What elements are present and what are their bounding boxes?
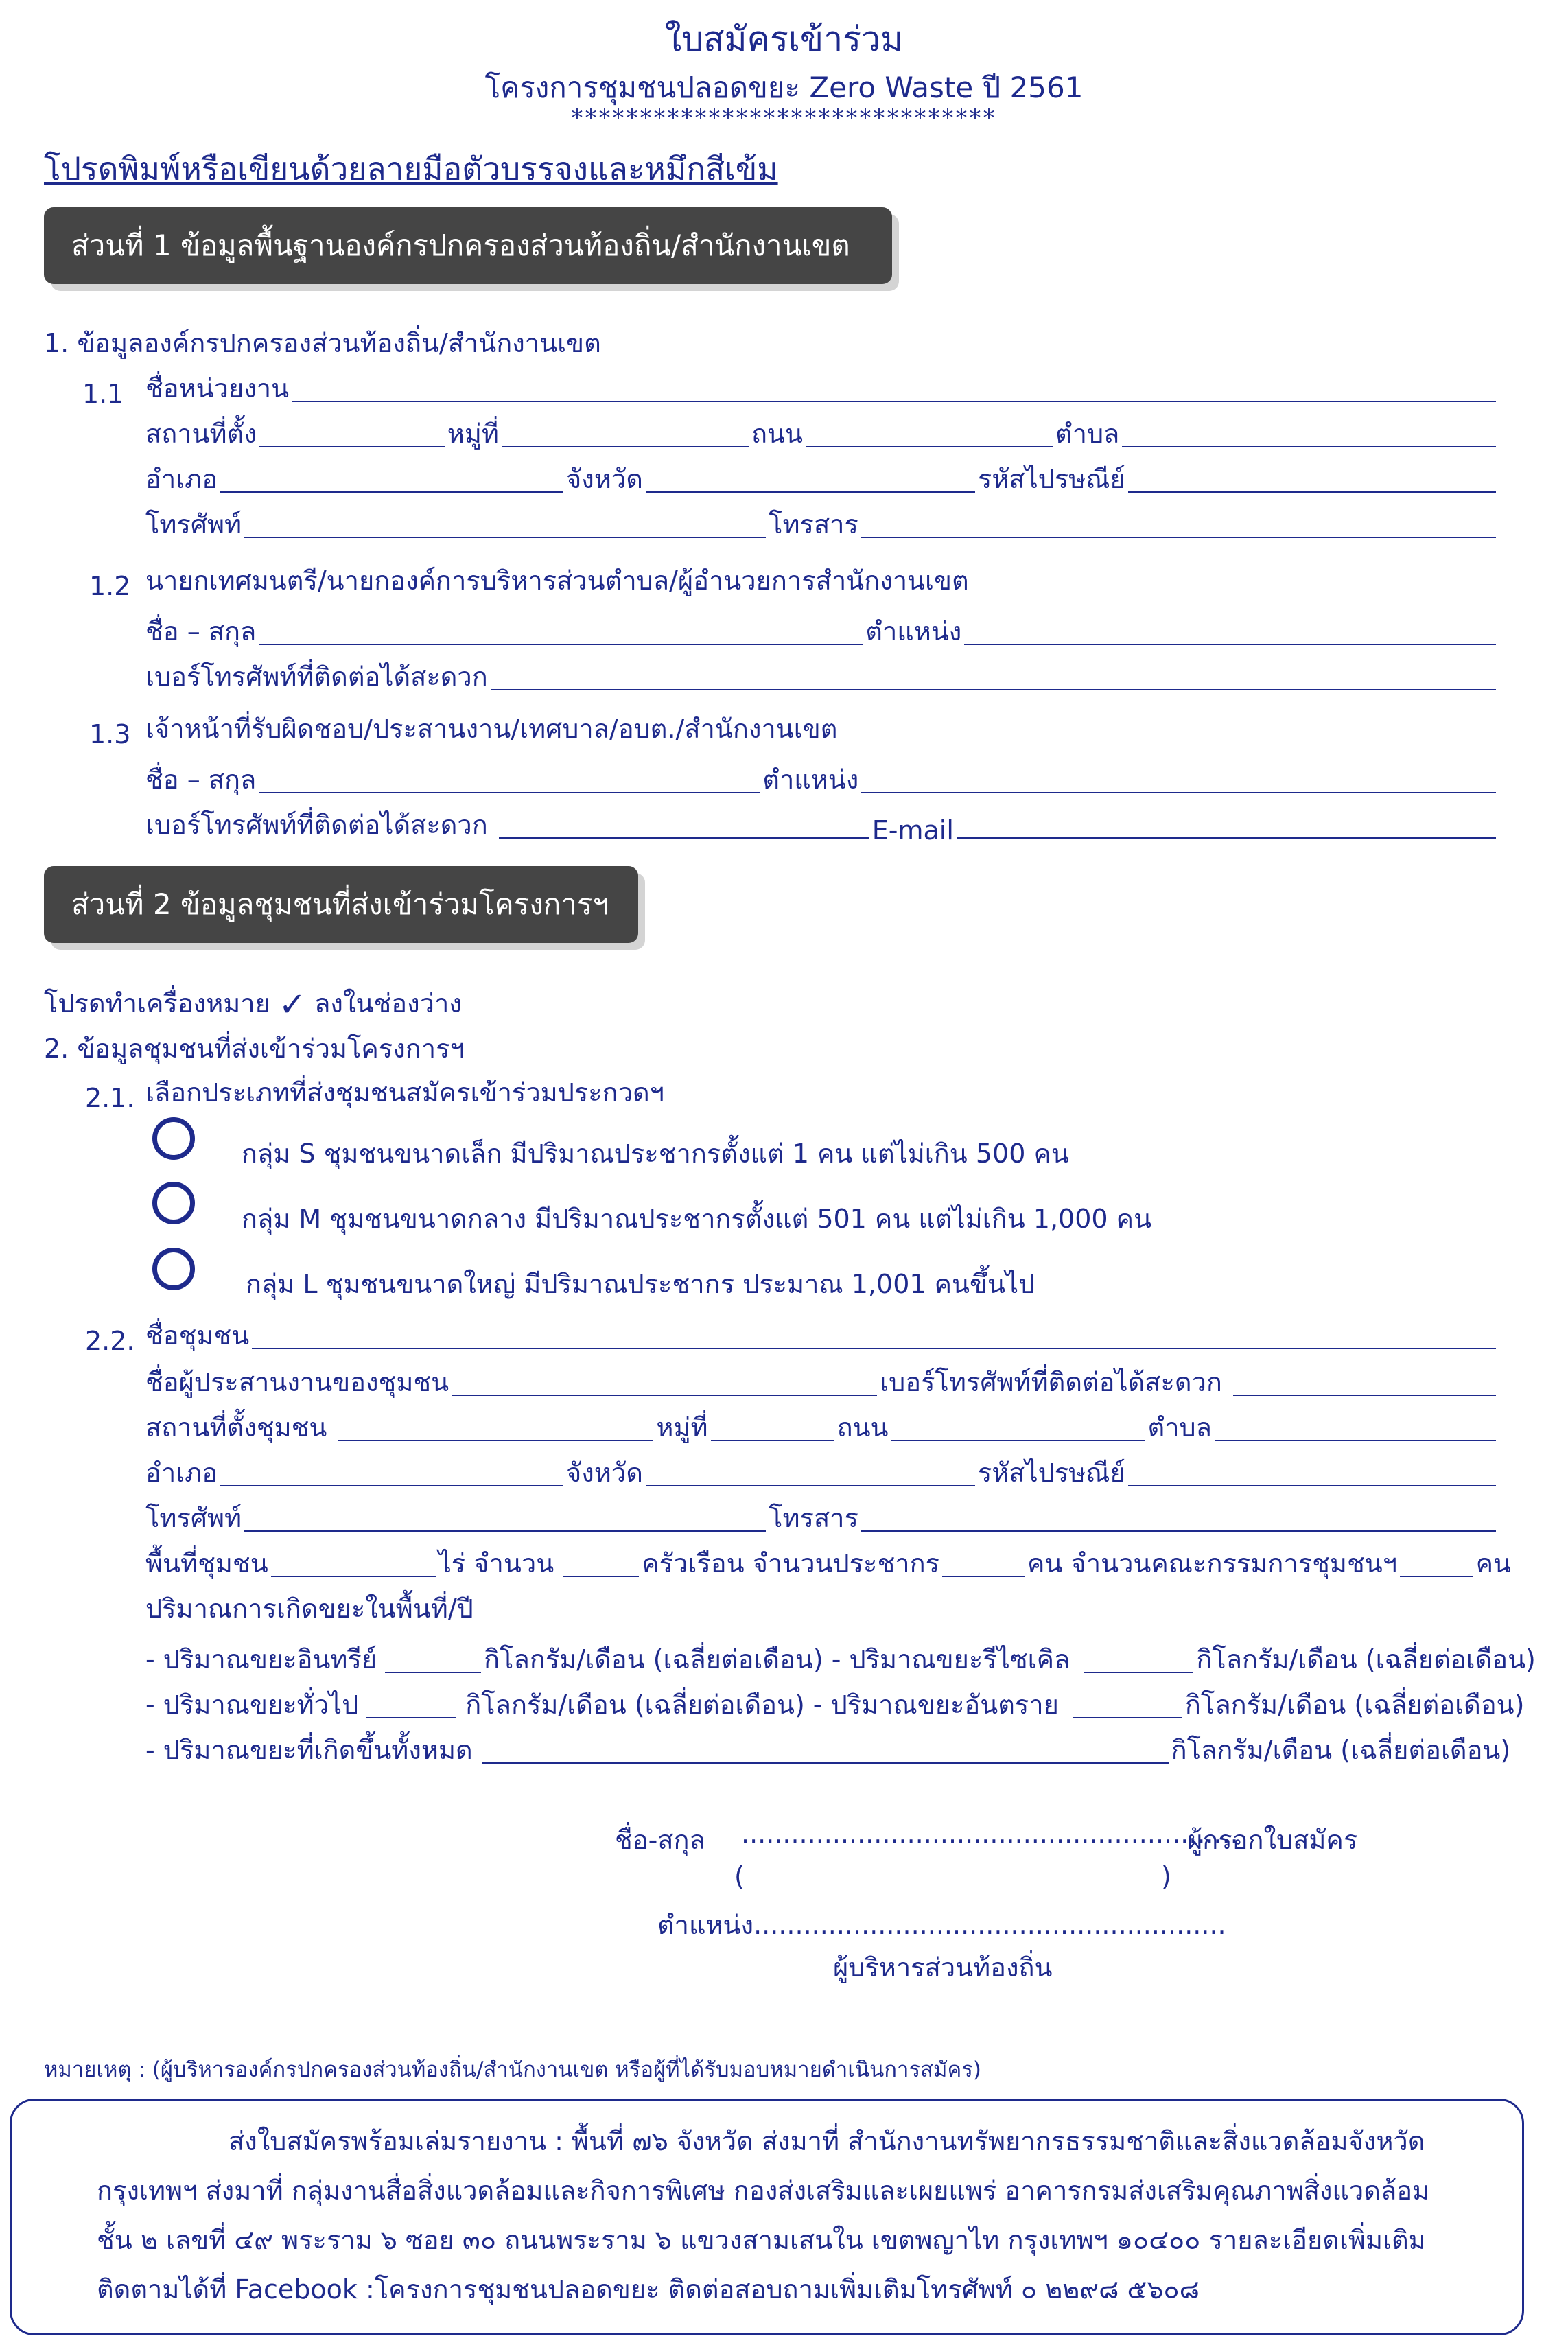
section-2-1-title: เลือกประเภทที่ส่งชุมชนสมัครเข้าร่วมประกวดฯ — [145, 1077, 665, 1108]
mayor-name-field[interactable] — [259, 641, 863, 645]
mayor-position-field[interactable] — [964, 641, 1496, 645]
waste-title-row — [145, 1591, 473, 1629]
waste-title: ปริมาณการเกิดขยะในพื้นที่/ปี — [145, 1594, 473, 1624]
officer-phone-field[interactable] — [499, 835, 869, 839]
phone-field[interactable] — [244, 534, 766, 538]
population-field[interactable] — [942, 1573, 1025, 1577]
submission-info-box — [10, 2099, 1524, 2335]
separator-stars: ******************************* — [571, 104, 997, 132]
signature-name-label: ชื่อ-สกุล — [615, 1825, 705, 1855]
fax-field[interactable] — [861, 534, 1496, 538]
community-location-label: สถานที่ตั้งชุมชน — [145, 1412, 327, 1443]
form-title: ใบสมัครเข้าร่วม — [664, 19, 904, 59]
province-field[interactable] — [646, 489, 975, 493]
tambon-label: ตำบล — [1055, 419, 1120, 449]
instruction-heading: โปรดพิมพ์หรือเขียนด้วยลายมือตัวบรรจงและหมึกสีเข้ม — [44, 150, 778, 187]
option-group-m-label: กลุ่ม M ชุมชนขนาดกลาง มีปริมาณประชากรตั้งแต่ 501 คน แต่ไม่เกิน 1,000 คน — [242, 1204, 1152, 1234]
contact-phone-label: เบอร์โทรศัพท์ที่ติดต่อได้สะดวก — [145, 662, 488, 692]
coordinator-row — [145, 1364, 1499, 1403]
community-name-row — [85, 1318, 1499, 1356]
community-amphoe-row — [145, 1455, 1499, 1493]
section-1-2-heading — [89, 563, 969, 601]
kg-month-label: กิโลกรัม/เดือน (เฉลี่ยต่อเดือน) — [465, 1690, 805, 1720]
tambon-label: ตำบล — [1147, 1412, 1212, 1443]
organic-recycle-row — [145, 1642, 1536, 1680]
officer-contact-row — [145, 807, 1499, 845]
amphoe-field[interactable] — [220, 489, 563, 493]
community-location-row — [145, 1410, 1499, 1448]
form-subtitle: โครงการชุมชนปลอดขยะ Zero Waste ปี 2561 — [484, 71, 1084, 104]
general-label: - ปริมาณขยะทั่วไป — [145, 1690, 359, 1720]
section-1-2-number: 1.2 — [89, 571, 131, 601]
phone-label: โทรศัพท์ — [145, 1503, 242, 1533]
general-hazardous-row — [145, 1687, 1524, 1725]
section1-title: 1. ข้อมูลองค์กรปกครองส่วนท้องถิ่น/สำนักงานเขต — [44, 328, 601, 358]
community-name-field[interactable] — [252, 1345, 1496, 1349]
section-2-2-number: 2.2. — [85, 1326, 135, 1356]
location-field[interactable] — [259, 443, 445, 447]
community-province-field[interactable] — [646, 1482, 975, 1486]
province-label: จังหวัด — [566, 464, 643, 494]
phone-row — [145, 506, 1499, 545]
location-row — [145, 416, 1499, 454]
postcode-label: รหัสไปรษณีย์ — [977, 464, 1125, 494]
moo-label: หมู่ที่ — [447, 419, 499, 449]
section-1-3-number: 1.3 — [89, 719, 131, 749]
community-tambon-field[interactable] — [1215, 1437, 1496, 1441]
persons-label: คน จำนวนคณะกรรมการชุมชนฯ — [1027, 1548, 1398, 1578]
committee-field[interactable] — [1400, 1573, 1473, 1577]
part2-banner-label: ส่วนที่ 2 ข้อมูลชุมชนที่ส่งเข้าร่วมโครงการฯ — [71, 887, 609, 921]
option-group-s-label: กลุ่ม S ชุมชนขนาดเล็ก มีปริมาณประชากรตั้งแต่ 1 คน แต่ไม่เกิน 500 คน — [242, 1139, 1069, 1169]
households-field[interactable] — [563, 1573, 639, 1577]
agency-name-row — [82, 371, 1499, 409]
hazardous-field[interactable] — [1073, 1714, 1182, 1718]
section-2-1-heading — [85, 1075, 664, 1113]
section-1-3-title: เจ้าหน้าที่รับผิดชอบ/ประสานงาน/เทศบาล/อบต./สำนักงานเขต — [145, 714, 838, 744]
option-group-l-label: กลุ่ม L ชุมชนขนาดใหญ่ มีปริมาณประชากร ประมาณ 1,001 คนขึ้นไป — [246, 1269, 1035, 1299]
moo-field[interactable] — [502, 443, 749, 447]
position-label: ตำแหน่ง — [865, 616, 962, 646]
location-label: สถานที่ตั้ง — [145, 419, 257, 449]
phone-label: โทรศัพท์ — [145, 509, 242, 539]
section-1-1-number: 1.1 — [82, 379, 124, 409]
community-amphoe-field[interactable] — [220, 1482, 563, 1486]
executive-label: ผู้บริหารส่วนท้องถิ่น — [833, 1952, 1053, 1983]
hazardous-label: - ปริมาณขยะอันตราย — [812, 1690, 1059, 1720]
households-label: ครัวเรือน จำนวนประชากร — [642, 1548, 940, 1578]
checkmark-icon: ✓ — [278, 985, 307, 1024]
agency-name-label: ชื่อหน่วยงาน — [145, 373, 290, 404]
applicant-label: ผู้กรอกใบสมัคร — [1187, 1825, 1358, 1855]
amphoe-label: อำเภอ — [145, 464, 218, 494]
total-label: - ปริมาณขยะที่เกิดขึ้นทั้งหมด — [145, 1735, 473, 1765]
area-field[interactable] — [271, 1573, 436, 1577]
officer-name-row — [145, 762, 1499, 800]
community-postcode-field[interactable] — [1128, 1482, 1496, 1486]
community-phone-row — [145, 1500, 1499, 1539]
road-label: ถนน — [836, 1412, 889, 1443]
part1-banner — [44, 207, 892, 284]
organic-field[interactable] — [385, 1669, 481, 1673]
amphoe-row — [145, 461, 1499, 500]
mark-instruction-label: โปรดทำเครื่องหมาย — [44, 988, 270, 1018]
signature-position-field[interactable]: ตำแหน่ง......................................................... — [657, 1910, 1226, 1940]
postcode-field[interactable] — [1128, 489, 1496, 493]
mark-instruction-label-2: ลงในช่องว่าง — [314, 988, 462, 1018]
mayor-phone-row — [145, 659, 1499, 697]
community-name-label: ชื่อชุมชน — [145, 1320, 250, 1351]
submission-line-1: ส่งใบสมัครพร้อมเล่มรายงาน : พื้นที่ ๗๖ จังหวัด ส่งมาที่ สำนักงานทรัพยากรธรรมชาติและสิ่งแวดล้อมจังหวัด — [229, 2126, 1425, 2156]
coordinator-label: ชื่อผู้ประสานงานของชุมชน — [145, 1367, 449, 1397]
radio-group-m[interactable] — [152, 1182, 195, 1224]
recycle-field[interactable] — [1084, 1669, 1193, 1673]
name-label: ชื่อ – สกุล — [145, 616, 257, 646]
radio-group-s[interactable] — [152, 1117, 195, 1160]
section-2-1-number: 2.1. — [85, 1083, 135, 1113]
officer-email-field[interactable] — [957, 835, 1496, 839]
submission-line-2: กรุงเทพฯ ส่งมาที่ กลุ่มงานสื่อสิ่งแวดล้อมและกิจการพิเศษ กองส่งเสริมและเผยแพร่ อาคารกรมส่งเสริมคุณภาพสิ่งแวดล้อม — [97, 2175, 1430, 2206]
position-label: ตำแหน่ง — [762, 765, 859, 795]
general-field[interactable] — [366, 1714, 456, 1718]
section2-heading — [44, 1031, 465, 1069]
signature-paren-open: ( — [734, 1861, 745, 1891]
total-field[interactable] — [482, 1760, 1169, 1764]
road-label: ถนน — [751, 419, 803, 449]
area-row — [145, 1545, 1511, 1584]
community-road-field[interactable] — [891, 1437, 1145, 1441]
signature-paren-close: ) — [1161, 1861, 1171, 1891]
community-location-field[interactable] — [338, 1437, 653, 1441]
fax-label: โทรสาร — [769, 1503, 858, 1533]
community-phone-field[interactable] — [244, 1528, 766, 1532]
submission-line-3: ชั้น ๒ เลขที่ ๔๙ พระราม ๖ ซอย ๓๐ ถนนพระราม ๖ แขวงสามเสนใน เขตพญาไท กรุงเทพฯ ๑๐๔๐๐ รายละเอียดเพิ่มเติม — [97, 2225, 1426, 2255]
coordinator-field[interactable] — [452, 1392, 877, 1396]
postcode-label: รหัสไปรษณีย์ — [977, 1458, 1125, 1488]
radio-group-l[interactable] — [152, 1248, 195, 1290]
persons-label-2: คน — [1475, 1548, 1511, 1578]
road-field[interactable] — [806, 443, 1053, 447]
total-waste-row — [145, 1732, 1510, 1771]
footnote: หมายเหตุ : (ผู้บริหารองค์กรปกครองส่วนท้องถิ่น/สำนักงานเขต หรือผู้ที่ได้รับมอบหมายดำเนินการสมัคร) — [44, 2057, 981, 2082]
section-1-3-heading — [89, 711, 837, 749]
officer-position-field[interactable] — [861, 789, 1496, 793]
signature-name-field[interactable]: ............................................................ — [741, 1819, 1239, 1849]
mark-instruction-row — [44, 985, 462, 1024]
section2-title: 2. ข้อมูลชุมชนที่ส่งเข้าร่วมโครงการฯ — [44, 1034, 465, 1064]
kg-month-label: กิโลกรัม/เดือน (เฉลี่ยต่อเดือน) — [1196, 1644, 1536, 1675]
contact-phone-label: เบอร์โทรศัพท์ที่ติดต่อได้สะดวก — [145, 810, 488, 840]
mayor-phone-field[interactable] — [491, 686, 1496, 690]
kg-month-label: กิโลกรัม/เดือน (เฉลี่ยต่อเดือน) — [484, 1644, 823, 1675]
coordinator-phone-field[interactable] — [1233, 1392, 1496, 1396]
email-label: E-mail — [871, 815, 954, 845]
submission-line-4: ติดตามได้ที่ Facebook :โครงการชุมชนปลอดขยะ ติดต่อสอบถามเพิ่มเติมโทรศัพท์ ๐ ๒๒๙๘ ๕๖๐๘ — [97, 2274, 1200, 2305]
mayor-name-row — [145, 614, 1499, 652]
kg-month-label: กิโลกรัม/เดือน (เฉลี่ยต่อเดือน) — [1184, 1690, 1525, 1720]
recycle-label: - ปริมาณขยะรีไซเคิล — [831, 1644, 1070, 1675]
moo-label: หมู่ที่ — [656, 1412, 708, 1443]
part1-banner-label: ส่วนที่ 1 ข้อมูลพื้นฐานองค์กรปกครองส่วนท้องถิ่น/สำนักงานเขต — [71, 229, 850, 262]
agency-name-field[interactable] — [292, 398, 1496, 402]
amphoe-label: อำเภอ — [145, 1458, 218, 1488]
section-1-2-title: นายกเทศมนตรี/นายกองค์การบริหารส่วนตำบล/ผู้อำนวยการสำนักงานเขต — [145, 565, 969, 596]
kg-month-label: กิโลกรัม/เดือน (เฉลี่ยต่อเดือน) — [1171, 1735, 1511, 1765]
fax-label: โทรสาร — [769, 509, 858, 539]
contact-phone-label: เบอร์โทรศัพท์ที่ติดต่อได้สะดวก — [880, 1367, 1222, 1397]
rai-label: ไร่ จำนวน — [438, 1548, 554, 1578]
area-label: พื้นที่ชุมชน — [145, 1548, 268, 1578]
section1-heading — [44, 325, 601, 364]
province-label: จังหวัด — [566, 1458, 643, 1488]
tambon-field[interactable] — [1122, 443, 1496, 447]
part2-banner — [44, 866, 638, 943]
organic-label: - ปริมาณขยะอินทรีย์ — [145, 1644, 377, 1675]
community-moo-field[interactable] — [711, 1437, 834, 1441]
officer-name-field[interactable] — [259, 789, 760, 793]
name-label: ชื่อ – สกุล — [145, 765, 257, 795]
community-fax-field[interactable] — [861, 1528, 1496, 1532]
